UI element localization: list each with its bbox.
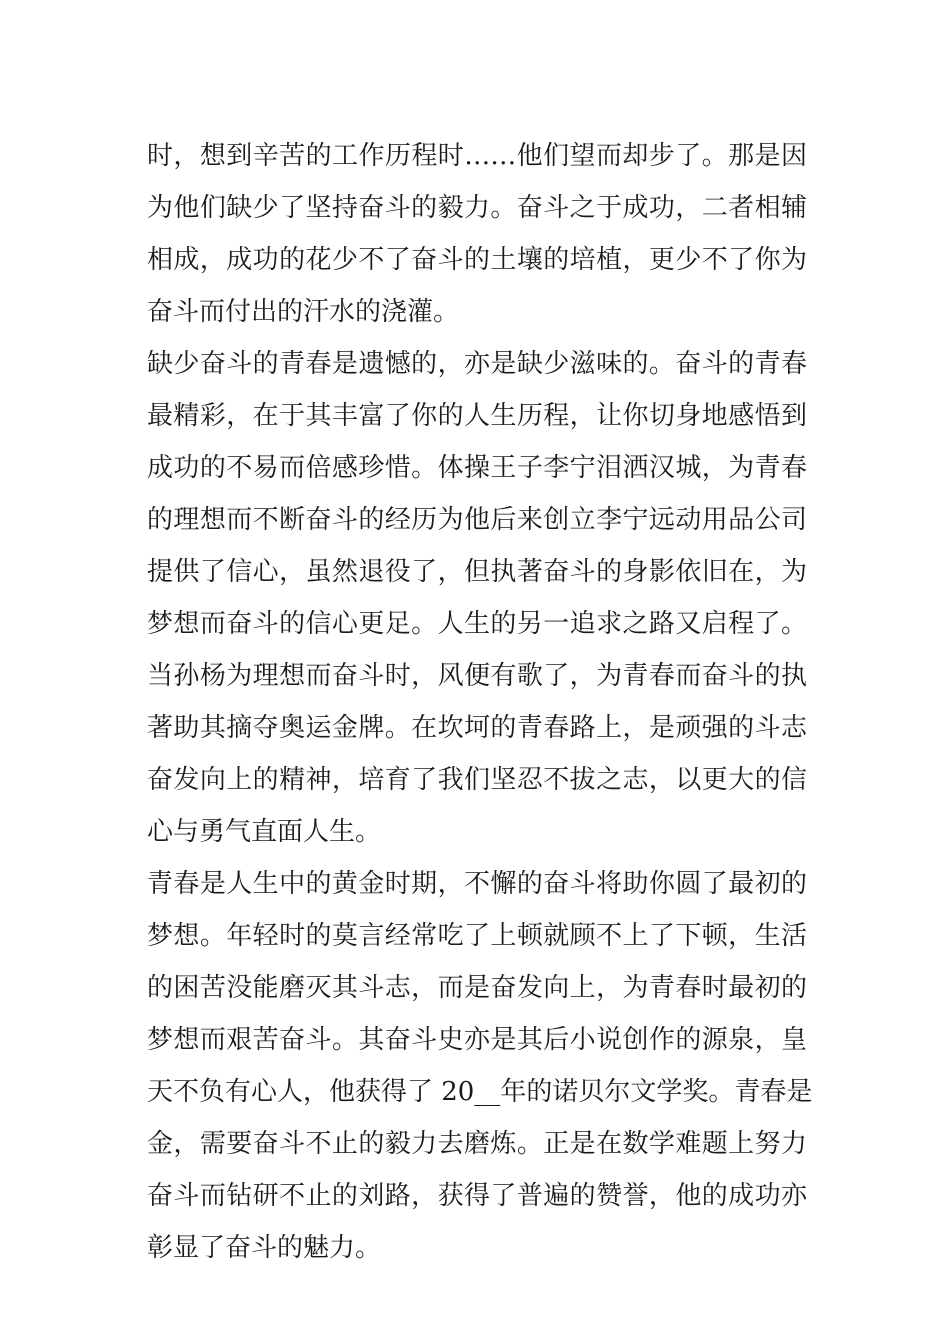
text-line: 最精彩，在于其丰富了你的人生历程，让你切身地感悟到 bbox=[147, 401, 807, 431]
text-line: 奋斗而付出的汗水的浇灌。 bbox=[147, 297, 460, 327]
text-line: 的困苦没能磨灭其斗志，而是奋发向上，为青春时最初的 bbox=[147, 973, 807, 1003]
text-line: 的理想而不断奋斗的经历为他后来创立李宁远动用品公司 bbox=[147, 505, 807, 535]
text-line: 时，想到辛苦的工作历程时……他们望而却步了。那是因 bbox=[147, 141, 807, 171]
text-line: 青春是人生中的黄金时期，不懈的奋斗将助你圆了最初的 bbox=[147, 869, 807, 899]
text-line: 为他们缺少了坚持奋斗的毅力。奋斗之于成功，二者相辅 bbox=[147, 193, 807, 223]
text-line: 缺少奋斗的青春是遗憾的，亦是缺少滋味的。奋斗的青春 bbox=[147, 349, 807, 379]
text-line: 著助其摘夺奥运金牌。在坎坷的青春路上，是顽强的斗志 bbox=[147, 713, 807, 743]
text-line: 成功的不易而倍感珍惜。体操王子李宁泪洒汉城，为青春 bbox=[147, 453, 807, 483]
text-line: 金，需要奋斗不止的毅力去磨炼。正是在数学难题上努力 bbox=[147, 1129, 807, 1159]
text-line: 天不负有心人，他获得了 20__年的诺贝尔文学奖。青春是 bbox=[147, 1077, 813, 1107]
text-line: 相成，成功的花少不了奋斗的土壤的培植，更少不了你为 bbox=[147, 245, 807, 275]
body-text bbox=[147, 130, 813, 1274]
text-line: 心与勇气直面人生。 bbox=[147, 817, 382, 847]
text-line: 梦想。年轻时的莫言经常吃了上顿就顾不上了下顿，生活 bbox=[147, 921, 807, 951]
text-line: 梦想而艰苦奋斗。其奋斗史亦是其后小说创作的源泉，皇 bbox=[147, 1025, 807, 1055]
text-line: 梦想而奋斗的信心更足。人生的另一追求之路又启程了。 bbox=[147, 609, 807, 639]
text-line: 奋发向上的精神，培育了我们坚忍不拔之志，以更大的信 bbox=[147, 765, 807, 795]
text-line: 提供了信心，虽然退役了，但执著奋斗的身影依旧在，为 bbox=[147, 557, 807, 587]
text-line: 彰显了奋斗的魅力。 bbox=[147, 1233, 382, 1263]
text-line: 奋斗而钻研不止的刘路，获得了普遍的赞誉，他的成功亦 bbox=[147, 1181, 807, 1211]
text-line: 当孙杨为理想而奋斗时，风便有歌了，为青春而奋斗的执 bbox=[147, 661, 807, 691]
